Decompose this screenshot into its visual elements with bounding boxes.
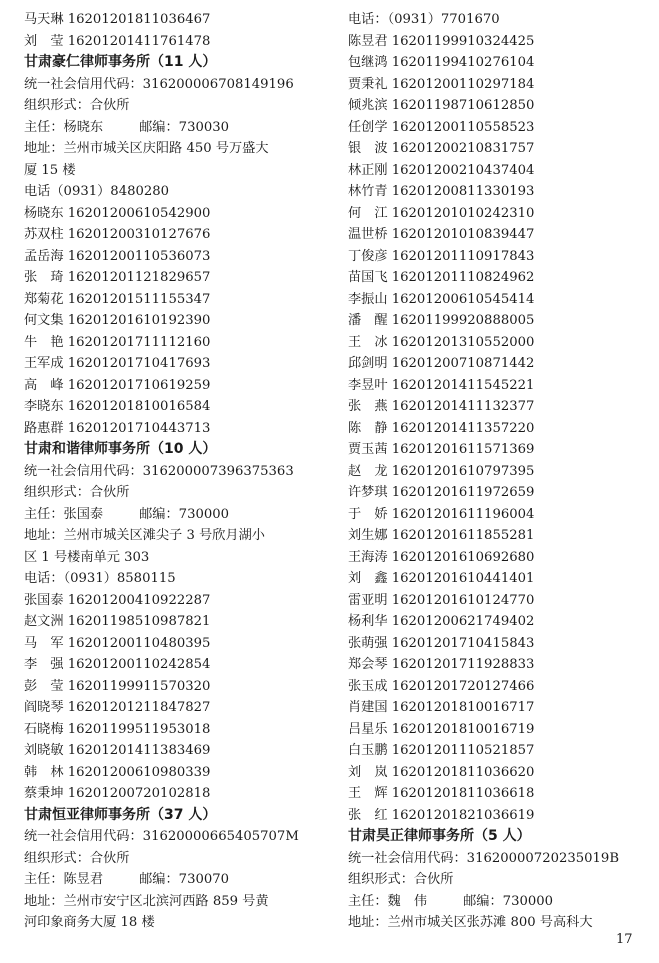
list-item: 杨晓东 16201200610542900 [24,205,211,221]
list-item: 石晓梅 16201199511953018 [24,721,211,737]
list-item: 何文集 16201201610192390 [24,313,211,328]
list-item: 刘 莹 16201201411761478 [24,33,211,49]
list-item: 郑会琴 16201201711928833 [348,657,535,672]
list-item: 刘晓敏 16201201411383469 [24,743,211,758]
list-item: 赵文洲 16201198510987821 [24,614,211,629]
list-item: 赵 龙 16201201610797395 [348,463,535,479]
list-item: 吕星乐 16201201810016719 [348,721,535,737]
address-line-1: 地址：兰州市安宁区北滨河西路 859 号黄 [24,893,269,909]
list-item: 林正刚 16201200210437404 [348,162,535,178]
list-item: 邱剑明 16201200710871442 [348,356,535,371]
org-form: 组织形式：合伙所 [24,850,130,866]
list-item: 陈 静 16201201411357220 [348,420,535,436]
list-item: 王 冰 16201201310552000 [348,334,535,350]
firm-title-haozheng: 甘肃昊正律师事务所（5 人） [348,828,531,844]
firm-title-hexie: 甘肃和谐律师事务所（10 人） [24,441,217,457]
list-item: 李振山 16201200610545414 [348,291,535,307]
list-item: 刘 鑫 16201201610441401 [348,571,535,586]
list-item: 杨利华 16201200621749402 [348,614,535,629]
list-item: 王海涛 16201201610692680 [348,549,535,565]
address-line-1: 地址：兰州市城关区庆阳路 450 号万盛大 [24,141,269,156]
list-item: 路惠群 16201201710443713 [24,420,211,436]
address-line-1: 地址：兰州市城关区张苏滩 800 号高科大 [348,915,593,930]
list-item: 潘 醒 16201199920888005 [348,313,535,328]
director: 主任：杨晓东 [24,119,104,135]
list-item: 李昱叶 16201201411545221 [348,377,535,393]
list-item: 倾兆滨 16201198710612850 [348,98,535,113]
address-line-1: 地址：兰州市城关区滩尖子 3 号欣月湖小 [24,528,265,543]
left-column [24,9,334,934]
postcode: 邮编：730000 [139,506,230,522]
address-line-2: 区 1 号楼南单元 303 [24,549,150,565]
director: 主任：陈昱君 [24,872,104,887]
list-item: 李晓东 16201201810016584 [24,399,211,414]
firm-title-hengya: 甘肃恒亚律师事务所（37 人） [24,806,217,823]
list-item: 雷亚明 16201201610124770 [348,592,535,608]
list-item: 马 军 16201200110480395 [24,635,211,651]
list-item: 张国泰 16201200410922287 [24,592,211,608]
list-item: 郑菊花 16201201511155347 [24,291,211,307]
list-item: 银 波 16201200210831757 [348,141,535,156]
credit-code: 统一社会信用代码：31620000720235019B [348,850,620,866]
list-item: 苏双柱 16201200310127676 [24,227,211,242]
list-item: 刘 岚 16201201811036620 [348,764,535,780]
list-item: 张 琦 16201201121829657 [24,270,211,285]
list-item: 李 强 16201200110242854 [24,657,211,672]
phone: 电话：（0931）8580115 [24,571,176,586]
list-item: 贾秉礼 16201200110297184 [348,76,535,92]
address-line-2: 厦 15 楼 [24,162,76,178]
director-postcode-row [24,504,334,526]
list-item: 苗国飞 16201201110824962 [348,270,535,285]
credit-code: 统一社会信用代码：316200006708149196 [24,76,294,92]
list-item: 阎晓琴 16201201211847827 [24,700,211,715]
org-form: 组织形式：合伙所 [348,872,454,887]
list-item: 于 娇 16201201611196004 [348,506,535,522]
list-item: 张玉成 16201201720127466 [348,678,535,694]
credit-code: 统一社会信用代码：316200007396375363 [24,463,294,479]
address-line-2: 河印象商务大厦 18 楼 [24,915,155,930]
list-item: 张 燕 16201201411132377 [348,399,535,414]
list-item: 孟岳海 16201200110536073 [24,248,211,264]
list-item: 贾玉茜 16201201611571369 [348,442,535,457]
list-item: 林竹青 16201200811330193 [348,184,535,199]
right-column [348,9,648,934]
list-item: 包继鸿 16201199410276104 [348,55,535,70]
list-item: 张 红 16201201821036619 [348,807,535,823]
list-item: 牛 艳 16201201711112160 [24,334,211,350]
director-postcode-row [24,869,334,891]
org-form: 组织形式：合伙所 [24,485,130,500]
director-postcode-row [24,117,334,139]
phone: 电话：（0931）7701670 [348,12,500,27]
list-item: 白玉鹏 16201201110521857 [348,743,535,758]
list-item: 丁俊彦 16201201110917843 [348,248,535,264]
phone: 电话（0931）8480280 [24,184,170,199]
list-item: 蔡秉坤 16201200720102818 [24,786,211,801]
director-postcode-row [348,891,648,913]
list-item: 刘生娜 16201201611855281 [348,528,535,543]
firm-title-haoren: 甘肃豪仁律师事务所（11 人） [24,54,217,70]
list-item: 张萌强 16201201710415843 [348,635,535,651]
list-item: 陈昱君 16201199910324425 [348,33,535,49]
postcode: 邮编：730070 [139,872,230,887]
list-item: 王军成 16201201710417693 [24,356,211,371]
org-form: 组织形式：合伙所 [24,98,130,113]
director: 主任：张国泰 [24,506,104,522]
list-item: 高 峰 16201201710619259 [24,377,211,393]
credit-code: 统一社会信用代码：31620000665405707M [24,829,299,844]
list-item: 马天琳 16201201811036467 [24,12,211,27]
director: 主任：魏 伟 [348,893,428,909]
postcode: 邮编：730030 [139,119,230,135]
list-item: 肖建国 16201201810016717 [348,700,535,715]
list-item: 何 江 16201201010242310 [348,205,535,221]
list-item: 温世桥 16201201010839447 [348,227,535,242]
list-item: 许梦琪 16201201611972659 [348,485,535,500]
page-number: 17 [616,932,633,947]
list-item: 彭 莹 16201199911570320 [24,678,211,694]
list-item: 韩 林 16201200610980339 [24,764,211,780]
postcode: 邮编：730000 [463,893,554,909]
list-item: 王 辉 16201201811036618 [348,786,535,801]
list-item: 任创学 16201200110558523 [348,119,535,135]
